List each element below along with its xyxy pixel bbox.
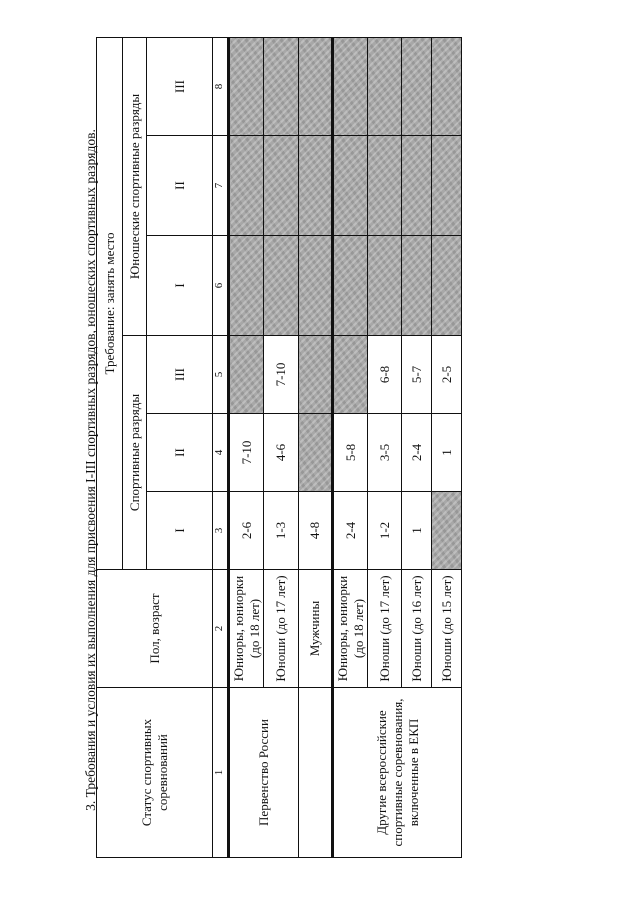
- shaded-cell: [229, 236, 264, 336]
- table-row: [299, 37, 333, 857]
- header-gender-age: Пол, возраст: [97, 570, 213, 688]
- header-status: Статус спортивных соревнований: [97, 688, 213, 858]
- shaded-cell: [402, 37, 432, 135]
- gender-cell: Юноши (до 16 лет): [402, 570, 432, 688]
- gender-cell: Юниоры, юниорки (до 18 лет): [333, 570, 368, 688]
- shaded-cell: [368, 37, 402, 135]
- rank-header: I: [147, 236, 213, 336]
- shaded-cell: [299, 136, 333, 236]
- shaded-cell: [432, 136, 462, 236]
- shaded-cell: [368, 136, 402, 236]
- column-number: 7: [213, 136, 229, 236]
- place-cell: 5-7: [402, 336, 432, 414]
- rank-header: II: [147, 136, 213, 236]
- place-cell: 3-5: [368, 414, 402, 492]
- shaded-cell: [333, 236, 368, 336]
- shaded-cell: [229, 336, 264, 414]
- place-cell: 6-8: [368, 336, 402, 414]
- place-cell: 7-10: [229, 414, 264, 492]
- event-cell-empty: [299, 688, 333, 858]
- place-cell: 1: [402, 492, 432, 570]
- requirements-table-wrapper: [96, 38, 455, 858]
- event-cell: Другие всероссийские спортивные соревнования, включенные в ЕКП: [333, 688, 462, 858]
- place-cell: 1-3: [264, 492, 299, 570]
- place-cell: 2-4: [333, 492, 368, 570]
- requirements-table: [96, 37, 462, 858]
- place-cell: 4-6: [264, 414, 299, 492]
- shaded-cell: [299, 336, 333, 414]
- shaded-cell: [432, 37, 462, 135]
- column-number: 1: [213, 688, 229, 858]
- shaded-cell: [432, 492, 462, 570]
- column-number: 3: [213, 492, 229, 570]
- gender-cell: Юниоры, юниорки (до 18 лет): [229, 570, 264, 688]
- place-cell: 2-4: [402, 414, 432, 492]
- shaded-cell: [299, 37, 333, 135]
- place-cell: 1: [432, 414, 462, 492]
- table-row: [229, 37, 264, 857]
- shaded-cell: [264, 136, 299, 236]
- shaded-cell: [432, 236, 462, 336]
- shaded-cell: [402, 236, 432, 336]
- rank-header: I: [147, 492, 213, 570]
- gender-cell: Юноши (до 17 лет): [368, 570, 402, 688]
- table-row: [333, 37, 368, 857]
- shaded-cell: [264, 236, 299, 336]
- column-number: 4: [213, 414, 229, 492]
- gender-cell: Юноши (до 17 лет): [264, 570, 299, 688]
- column-number: 8: [213, 37, 229, 135]
- header-sport-ranks: Спортивные разряды: [123, 336, 147, 570]
- event-cell: Первенство России: [229, 688, 299, 858]
- section-heading: 3. Требования и условия их выполнения для присвоения I-III спортивных разрядов, юношеских спортивных разрядов.: [83, 129, 98, 811]
- place-cell: 2-5: [432, 336, 462, 414]
- shaded-cell: [368, 236, 402, 336]
- rank-header: III: [147, 37, 213, 135]
- place-cell: 1-2: [368, 492, 402, 570]
- place-cell: 7-10: [264, 336, 299, 414]
- shaded-cell: [229, 136, 264, 236]
- place-cell: 2-6: [229, 492, 264, 570]
- shaded-cell: [333, 37, 368, 135]
- gender-cell: Юноши (до 15 лет): [432, 570, 462, 688]
- gender-cell: Мужчины: [299, 570, 333, 688]
- column-number: 2: [213, 570, 229, 688]
- header-youth-ranks: Юношеские спортивные разряды: [123, 37, 147, 335]
- header-requirement: Требование: занять место: [97, 37, 123, 569]
- column-number: 5: [213, 336, 229, 414]
- place-cell: 5-8: [333, 414, 368, 492]
- rank-header: III: [147, 336, 213, 414]
- rank-header: II: [147, 414, 213, 492]
- shaded-cell: [264, 37, 299, 135]
- shaded-cell: [229, 37, 264, 135]
- column-number: 6: [213, 236, 229, 336]
- shaded-cell: [299, 414, 333, 492]
- shaded-cell: [333, 136, 368, 236]
- shaded-cell: [333, 336, 368, 414]
- shaded-cell: [299, 236, 333, 336]
- shaded-cell: [402, 136, 432, 236]
- place-cell: 4-8: [299, 492, 333, 570]
